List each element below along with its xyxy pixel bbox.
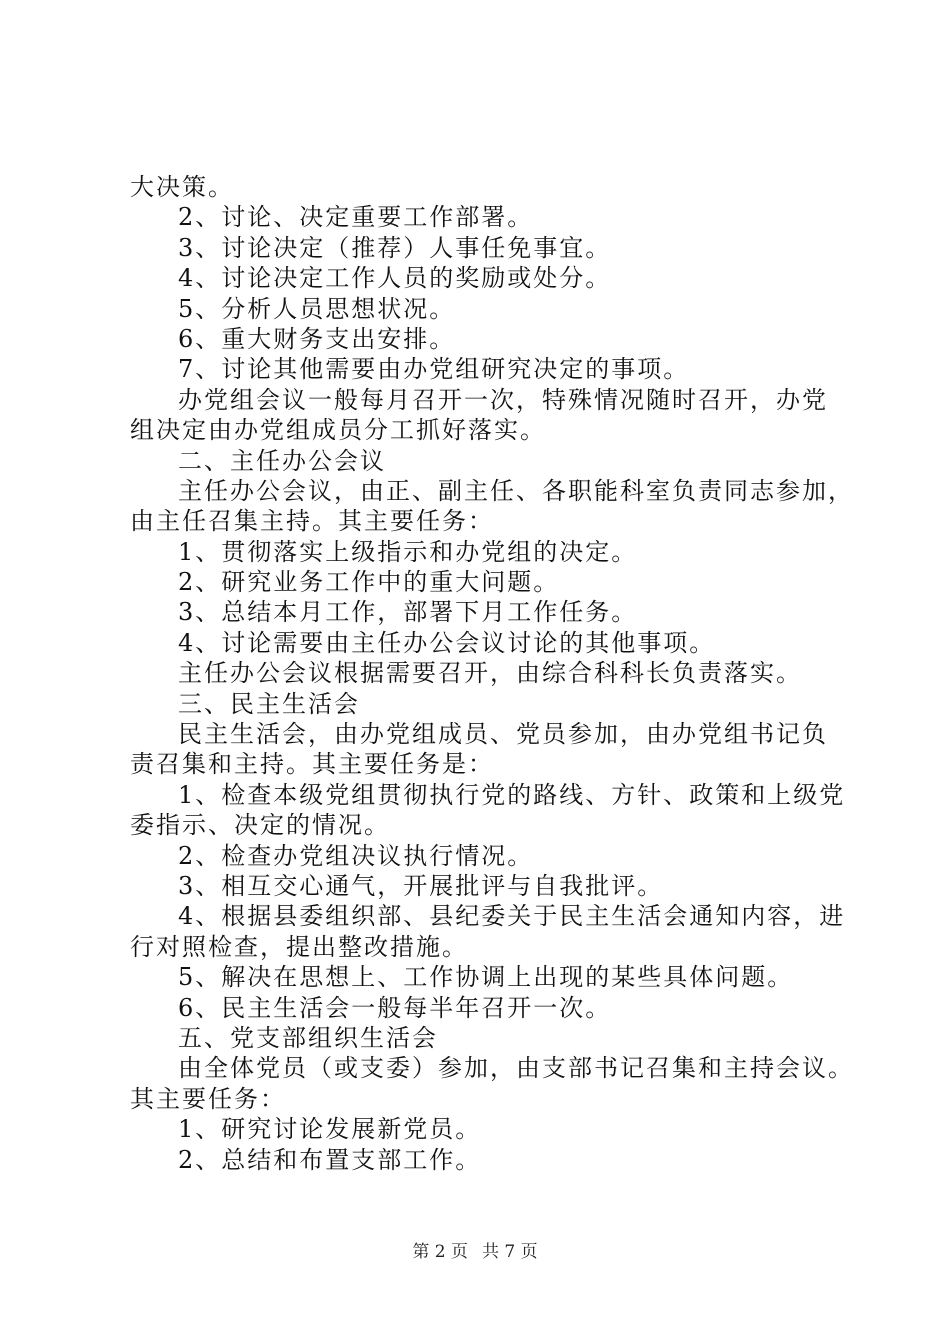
text-line: 2、检查办党组决议执行情况。 <box>178 841 534 870</box>
text-line: 1、研究讨论发展新党员。 <box>178 1115 482 1144</box>
text-line: 3、总结本月工作，部署下月工作任务。 <box>178 598 638 627</box>
section-heading: 三、民主生活会 <box>178 689 360 718</box>
text-line: 由主任召集主持。其主要任务： <box>130 507 494 536</box>
text-line: 组决定由办党组成员分工抓好落实。 <box>130 416 546 445</box>
text-line: 4、讨论决定工作人员的奖励或处分。 <box>178 264 612 293</box>
text-line: 行对照检查，提出整改措施。 <box>130 932 468 961</box>
text-line: 民主生活会，由办党组成员、党员参加，由办党组书记负 <box>178 720 828 749</box>
text-line: 办党组会议一般每月召开一次，特殊情况随时召开，办党 <box>178 385 828 414</box>
text-line: 1、检查本级党组贯彻执行党的路线、方针、政策和上级党 <box>178 780 846 809</box>
text-line: 责召集和主持。其主要任务是： <box>130 750 494 779</box>
section-heading: 二、主任办公会议 <box>178 446 386 475</box>
text-line: 主任办公会议，由正、副主任、各职能科室负责同志参加， <box>178 476 854 505</box>
text-line: 7、讨论其他需要由办党组研究决定的事项。 <box>178 355 690 384</box>
text-line: 大决策。 <box>130 173 234 201</box>
text-line: 2、研究业务工作中的重大问题。 <box>178 568 560 597</box>
text-line: 3、讨论决定（推荐）人事任免事宜。 <box>178 233 612 262</box>
text-line: 由全体党员（或支委）参加，由支部书记召集和主持会议。 <box>178 1054 854 1083</box>
text-line: 2、讨论、决定重要工作部署。 <box>178 203 534 232</box>
text-line: 6、重大财务支出安排。 <box>178 324 456 353</box>
text-line: 委指示、决定的情况。 <box>130 811 390 840</box>
text-line: 5、解决在思想上、工作协调上出现的某些具体问题。 <box>178 963 794 992</box>
text-line: 5、分析人员思想状况。 <box>178 294 456 323</box>
section-heading: 五、党支部组织生活会 <box>178 1023 438 1052</box>
text-line: 其主要任务： <box>130 1084 286 1113</box>
page-footer <box>0 1242 950 1262</box>
page-number: 第 2 页 <box>412 1242 468 1262</box>
text-line: 1、贯彻落实上级指示和办党组的决定。 <box>178 537 638 566</box>
text-line: 2、总结和布置支部工作。 <box>178 1145 482 1174</box>
page-total: 共 7 页 <box>482 1242 538 1262</box>
text-line: 4、讨论需要由主任办公会议讨论的其他事项。 <box>178 628 716 657</box>
document-body <box>130 172 854 1175</box>
text-line: 3、相互交心通气，开展批评与自我批评。 <box>178 871 664 900</box>
text-line: 4、根据县委组织部、县纪委关于民主生活会通知内容，进 <box>178 902 846 931</box>
text-line: 6、民主生活会一般每半年召开一次。 <box>178 993 612 1022</box>
text-line: 主任办公会议根据需要召开，由综合科科长负责落实。 <box>178 659 802 688</box>
